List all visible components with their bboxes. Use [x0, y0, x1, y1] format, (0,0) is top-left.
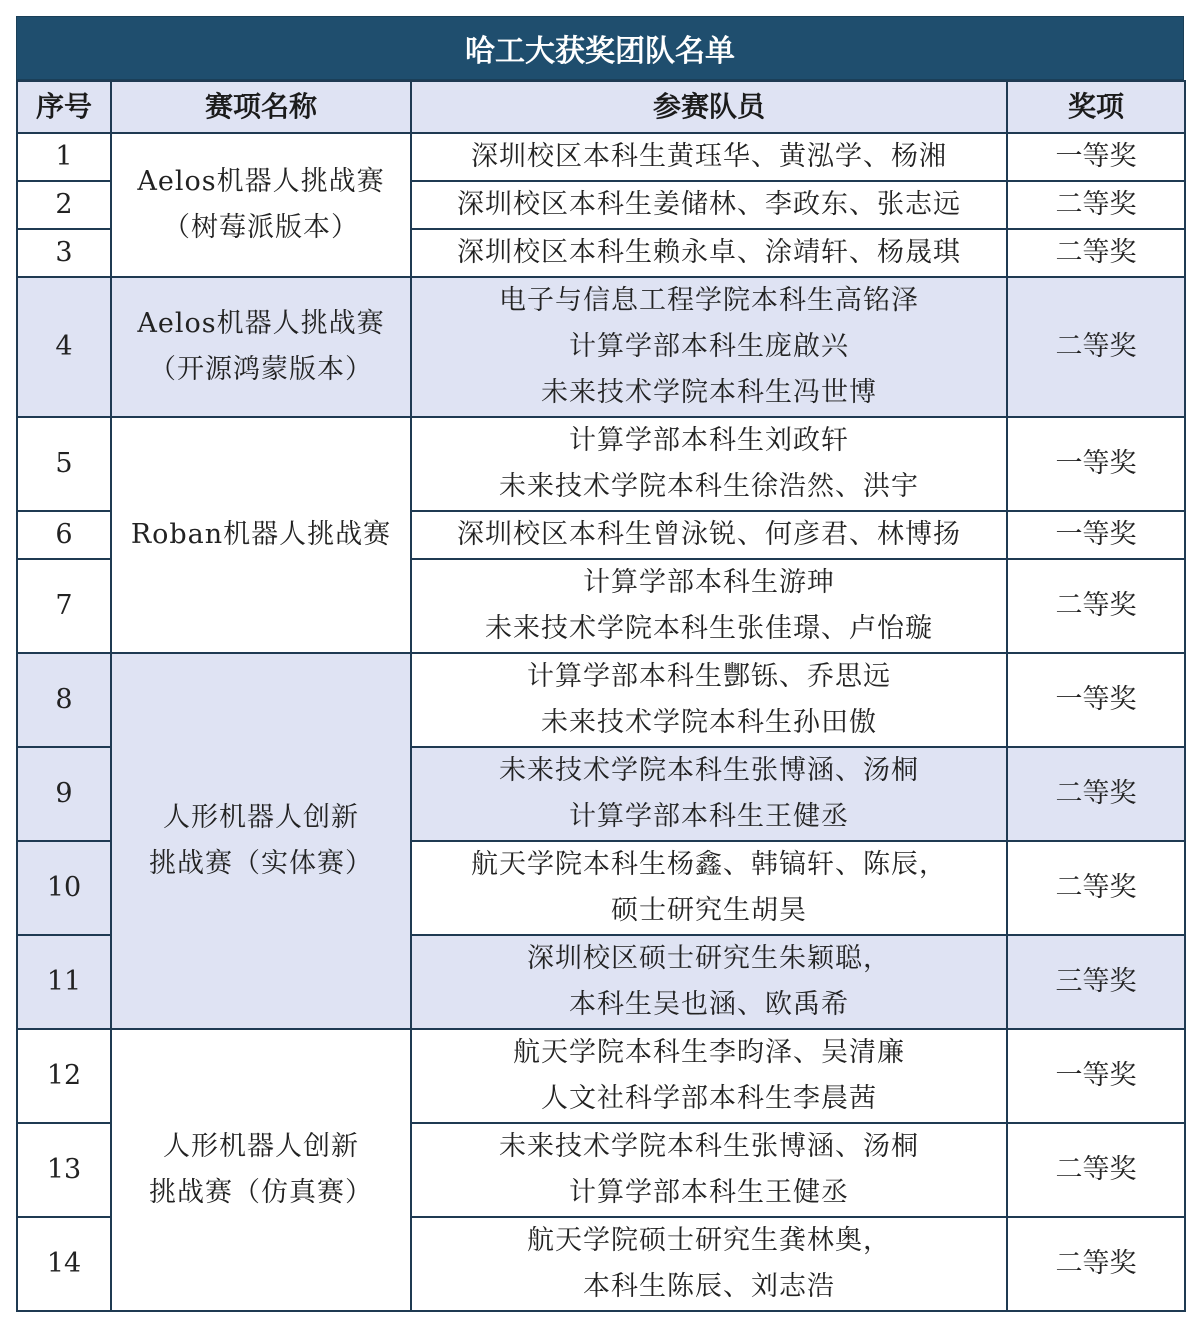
award-cell: 一等奖 — [1007, 653, 1185, 747]
event-name-line: 人形机器人创新 — [163, 802, 359, 833]
member-line: 航天学院本科生李昀泽、吴清廉 — [513, 1037, 905, 1068]
row-number: 5 — [17, 417, 111, 511]
members-cell — [411, 653, 1007, 747]
event-name-line: Roban机器人挑战赛 — [130, 519, 392, 550]
member-line: 计算学部本科生刘政轩 — [569, 425, 849, 456]
event-name-line: Aelos机器人挑战赛 — [137, 166, 385, 197]
member-line: 硕士研究生胡昊 — [611, 895, 807, 926]
row-number: 8 — [17, 653, 111, 747]
members-cell — [411, 417, 1007, 511]
table-row — [17, 277, 1185, 417]
row-number: 7 — [17, 559, 111, 653]
event-name-line: 人形机器人创新 — [163, 1131, 359, 1162]
member-line: 计算学部本科生庞啟兴 — [569, 331, 849, 362]
event-name-line: 挑战赛（仿真赛） — [149, 1177, 373, 1208]
member-line: 深圳校区本科生黄珏华、黄泓学、杨湘 — [471, 141, 947, 172]
row-number: 12 — [17, 1029, 111, 1123]
award-cell: 一等奖 — [1007, 133, 1185, 181]
row-number: 4 — [17, 277, 111, 417]
row-number: 10 — [17, 841, 111, 935]
member-line: 计算学部本科生王健丞 — [569, 801, 849, 832]
members-cell — [411, 277, 1007, 417]
members-cell — [411, 1217, 1007, 1311]
award-cell: 二等奖 — [1007, 747, 1185, 841]
table-row — [17, 133, 1185, 181]
member-line: 计算学部本科生游珅 — [583, 567, 835, 598]
event-name-line: Aelos机器人挑战赛 — [137, 308, 385, 339]
award-cell: 二等奖 — [1007, 841, 1185, 935]
award-cell: 二等奖 — [1007, 229, 1185, 277]
header-no: 序号 — [17, 81, 111, 133]
member-line: 航天学院硕士研究生龚林奥， — [527, 1225, 891, 1256]
award-cell: 一等奖 — [1007, 1029, 1185, 1123]
event-name-line: （树莓派版本） — [163, 212, 359, 243]
header-row — [17, 81, 1185, 133]
award-cell: 二等奖 — [1007, 1217, 1185, 1311]
members-cell — [411, 559, 1007, 653]
event-name — [111, 133, 411, 277]
event-name-line: （开源鸿蒙版本） — [149, 354, 373, 385]
header-award: 奖项 — [1007, 81, 1185, 133]
row-number: 13 — [17, 1123, 111, 1217]
member-line: 未来技术学院本科生徐浩然、洪宇 — [499, 471, 919, 502]
member-line: 本科生吴也涵、欧禹希 — [569, 989, 849, 1020]
members-cell — [411, 935, 1007, 1029]
award-cell: 二等奖 — [1007, 559, 1185, 653]
header-members: 参赛队员 — [411, 81, 1007, 133]
members-cell — [411, 1123, 1007, 1217]
award-cell: 二等奖 — [1007, 1123, 1185, 1217]
event-name — [111, 653, 411, 1029]
row-number: 1 — [17, 133, 111, 181]
members-cell — [411, 747, 1007, 841]
row-number: 3 — [17, 229, 111, 277]
member-line: 电子与信息工程学院本科生高铭泽 — [499, 285, 919, 316]
member-line: 航天学院本科生杨鑫、韩镐轩、陈辰， — [471, 849, 947, 880]
members-cell — [411, 841, 1007, 935]
row-number: 14 — [17, 1217, 111, 1311]
member-line: 深圳校区本科生赖永卓、涂靖轩、杨晟琪 — [457, 237, 961, 268]
member-line: 深圳校区本科生姜储林、李政东、张志远 — [457, 189, 961, 220]
members-cell — [411, 1029, 1007, 1123]
award-cell: 二等奖 — [1007, 277, 1185, 417]
table-title: 哈工大获奖团队名单 — [16, 16, 1184, 80]
event-name — [111, 417, 411, 653]
award-cell: 二等奖 — [1007, 181, 1185, 229]
member-line: 未来技术学院本科生张博涵、汤桐 — [499, 755, 919, 786]
row-number: 9 — [17, 747, 111, 841]
member-line: 未来技术学院本科生孙田傲 — [541, 707, 877, 738]
members-cell — [411, 229, 1007, 277]
award-table — [16, 80, 1186, 1312]
member-line: 未来技术学院本科生张佳璟、卢怡璇 — [485, 613, 933, 644]
award-cell: 一等奖 — [1007, 417, 1185, 511]
award-cell: 三等奖 — [1007, 935, 1185, 1029]
event-name-line: 挑战赛（实体赛） — [149, 848, 373, 879]
members-cell — [411, 181, 1007, 229]
members-cell — [411, 133, 1007, 181]
member-line: 深圳校区硕士研究生朱颖聪， — [527, 943, 891, 974]
table-row — [17, 417, 1185, 511]
row-number: 2 — [17, 181, 111, 229]
member-line: 计算学部本科生王健丞 — [569, 1177, 849, 1208]
member-line: 本科生陈辰、刘志浩 — [583, 1271, 835, 1302]
member-line: 未来技术学院本科生冯世博 — [541, 377, 877, 408]
member-line: 深圳校区本科生曾泳锐、何彦君、林博扬 — [457, 519, 961, 550]
member-line: 人文社科学部本科生李晨茜 — [541, 1083, 877, 1114]
row-number: 6 — [17, 511, 111, 559]
row-number: 11 — [17, 935, 111, 1029]
members-cell — [411, 511, 1007, 559]
header-event: 赛项名称 — [111, 81, 411, 133]
member-line: 未来技术学院本科生张博涵、汤桐 — [499, 1131, 919, 1162]
award-cell: 一等奖 — [1007, 511, 1185, 559]
table-row — [17, 1029, 1185, 1123]
table-row — [17, 653, 1185, 747]
member-line: 计算学部本科生酆铄、乔思远 — [527, 661, 891, 692]
event-name — [111, 277, 411, 417]
event-name — [111, 1029, 411, 1311]
